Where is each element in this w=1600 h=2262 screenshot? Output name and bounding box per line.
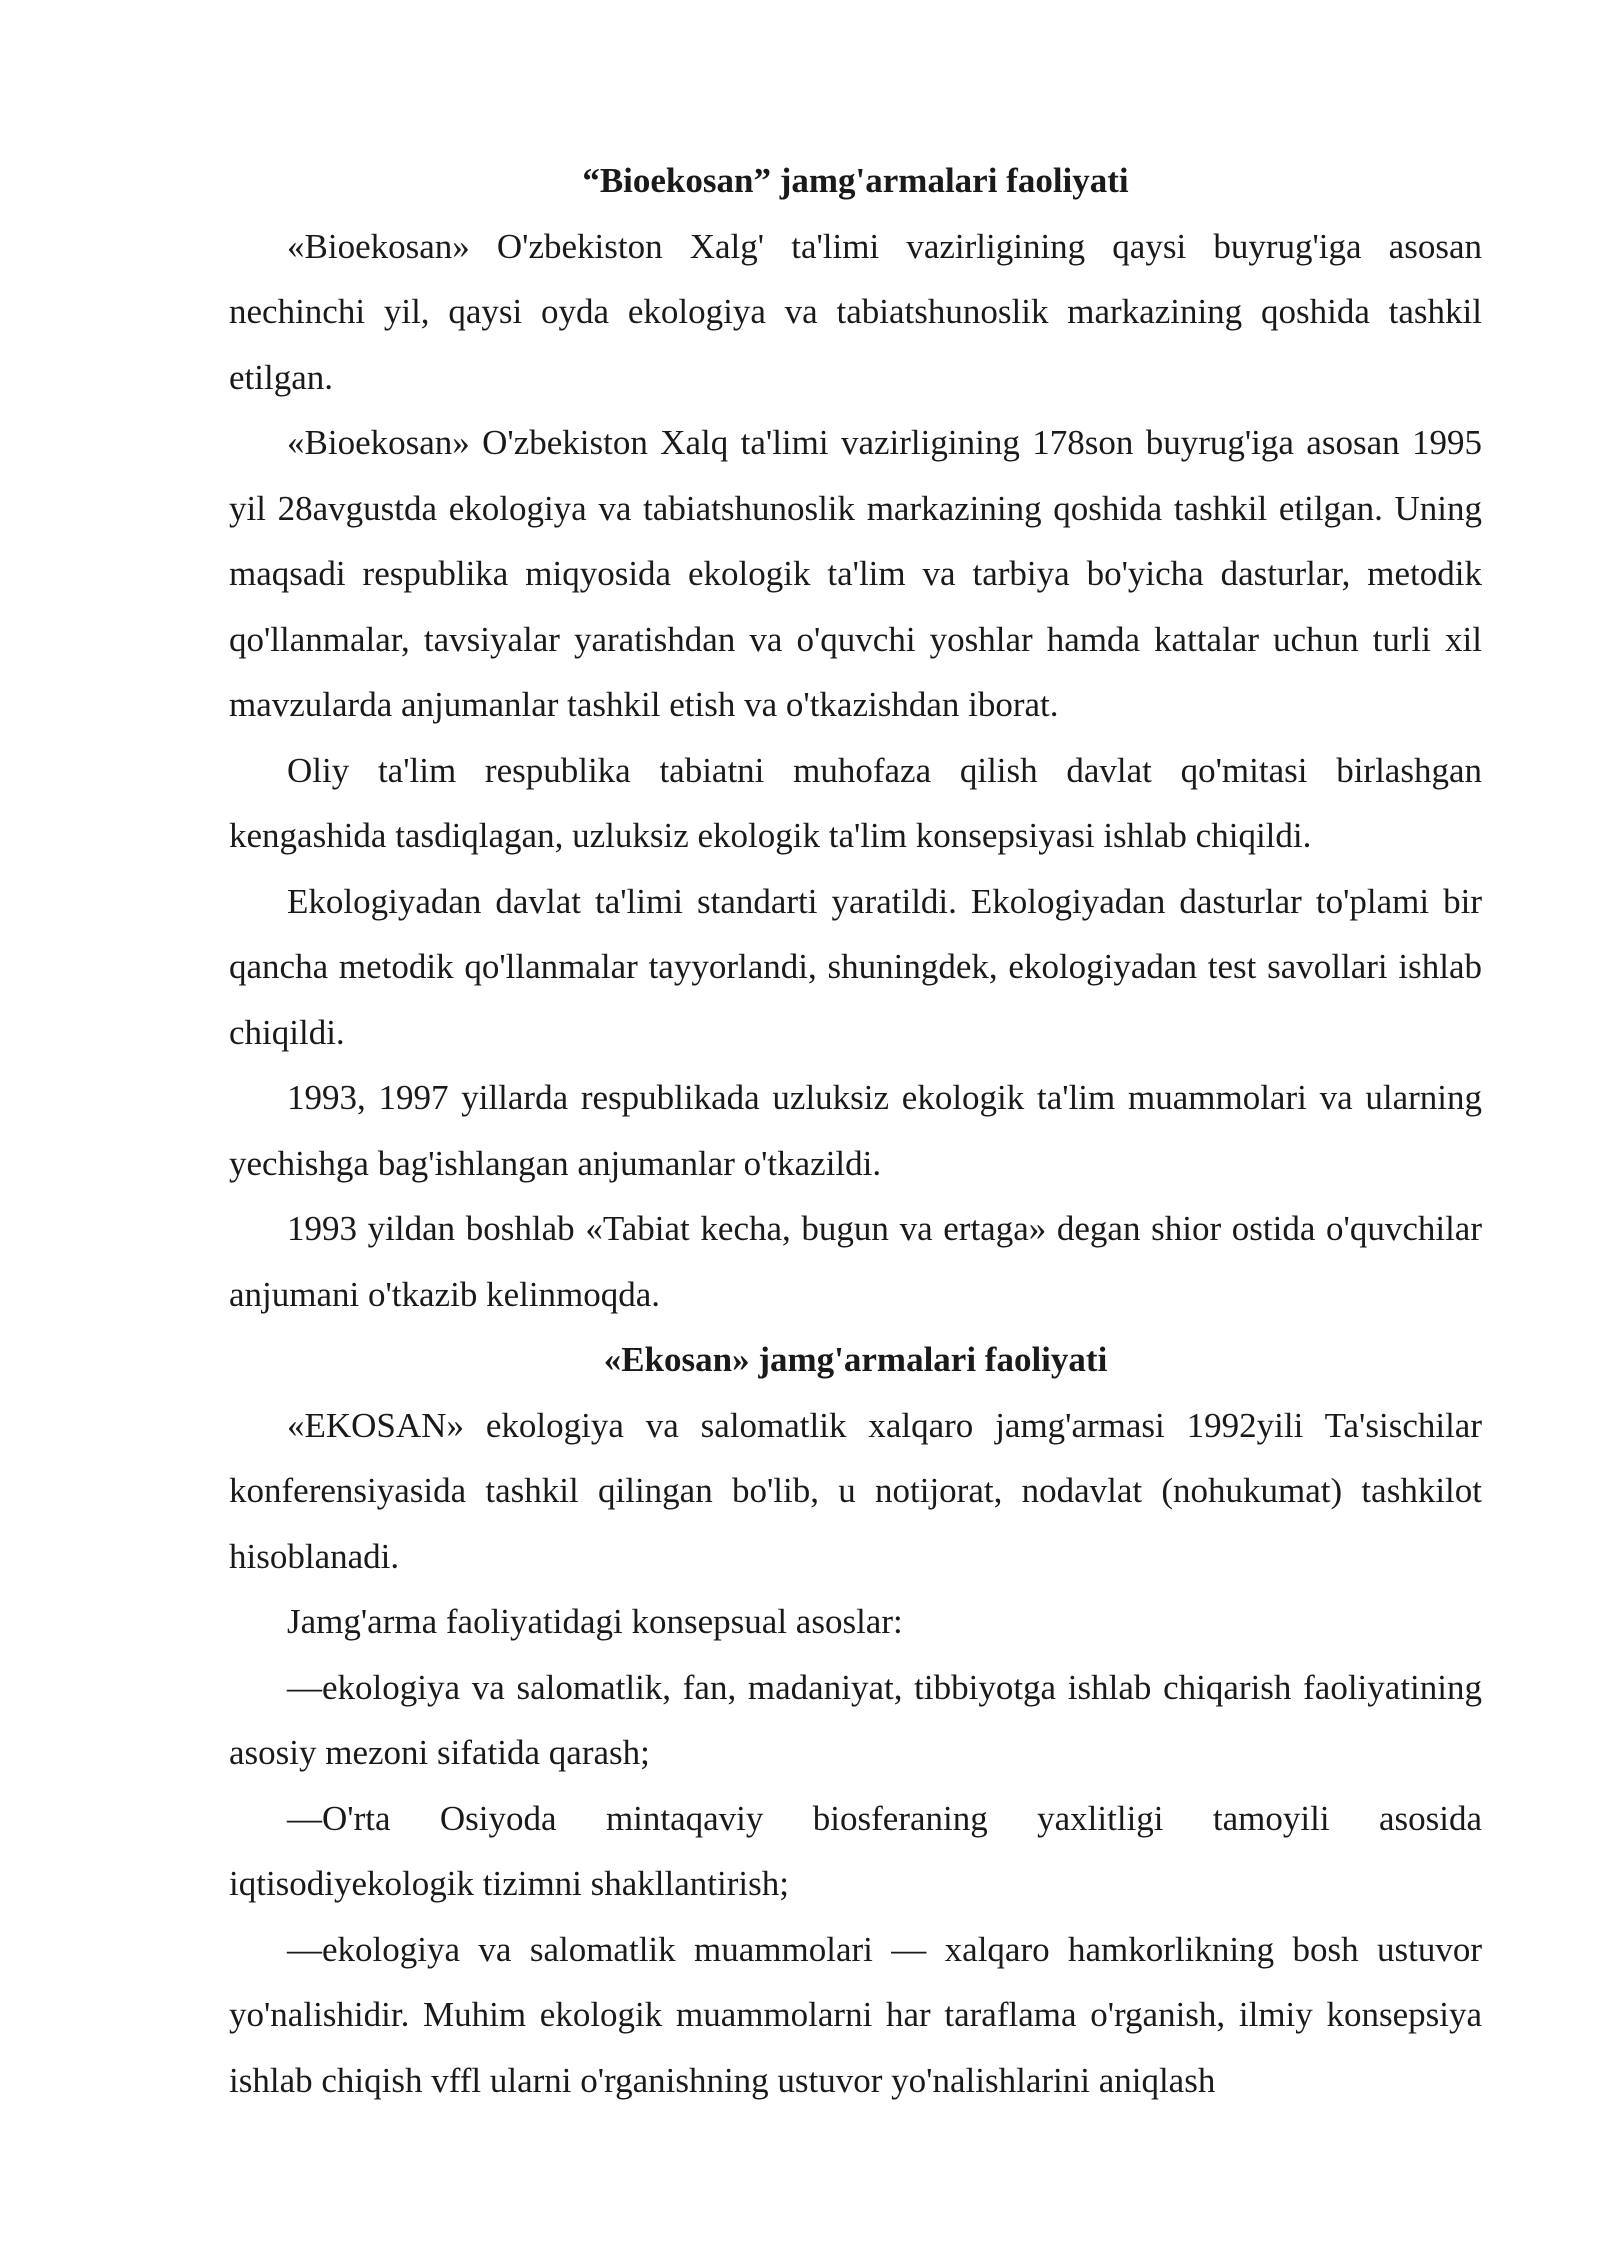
document-page — [229, 148, 1482, 2113]
paragraph: 1993 yildan boshlab «Tabiat kecha, bugun va ertaga» degan shior ostida o'quvchilar anjumani o'tkazib kelinmoqda. — [229, 1209, 1482, 1314]
paragraph: Ekologiyadan davlat ta'limi standarti yaratildi. Ekologiyadan dasturlar to'plami bir qancha metodik qo'llanmalar tayyorlandi, shuningdek, ekologiyadan test savollari ishlab chiqildi. — [229, 881, 1482, 1052]
section-title-ekosan: «Ekosan» jamg'armalari faoliyati — [603, 1340, 1108, 1379]
list-item: —O'rta Osiyoda mintaqaviy biosferaning yaxlitligi tamoyili asosida iqtisodiyekologik tizimni shakllantirish; — [229, 1798, 1482, 1903]
section-title-bioekosan: “Bioekosan” jamg'armalari faoliyati — [582, 161, 1129, 200]
list-item: —ekologiya va salomatlik, fan, madaniyat, tibbiyotga ishlab chiqarish faoliyatining asosiy mezoni sifatida qarash; — [229, 1667, 1482, 1772]
paragraph: «EKOSAN» ekologiya va salomatlik xalqaro jamg'armasi 1992yili Ta'sischilar konferensiyasida tashkil qilingan bo'lib, u notijorat, nodavlat (nohukumat) tashkilot hisoblanadi. — [229, 1405, 1482, 1576]
paragraph: «Bioekosan» O'zbekiston Xalq ta'limi vazirligining 178son buyrug'iga asosan 1995 yil 28avgustda ekologiya va tabiatshunoslik markazining qoshida tashkil etilgan. Uning maqsadi respublika miqyosida ekologik ta'lim va tarbiya bo'yicha dasturlar, metodik qo'llanmalar, tavsiyalar yaratishdan va o'quvchi yoshlar hamda kattalar uchun turli xil mavzularda anjumanlar tashkil etish va o'tkazishdan iborat. — [229, 423, 1482, 724]
list-item: —ekologiya va salomatlik muammolari — xalqaro hamkorlikning bosh ustuvor yo'nalishidir. Muhim ekologik muammolarni har taraflama o'rganish, ilmiy konsepsiya ishlab chiqish vffl ularni o'rganishning ustuvor yo'nalishlarini aniqlash — [229, 1929, 1482, 2100]
paragraph: «Bioekosan» O'zbekiston Xalg' ta'limi vazirligining qaysi buyrug'iga asosan nechinchi yil, qaysi oyda ekologiya va tabiatshunoslik markazining qoshida tashkil etilgan. — [229, 226, 1482, 397]
paragraph: Jamg'arma faoliyatidagi konsepsual asoslar: — [287, 1602, 903, 1641]
paragraph: Oliy ta'lim respublika tabiatni muhofaza qilish davlat qo'mitasi birlashgan kengashida tasdiqlagan, uzluksiz ekologik ta'lim konsepsiyasi ishlab chiqildi. — [229, 750, 1482, 855]
paragraph: 1993, 1997 yillarda respublikada uzluksiz ekologik ta'lim muammolari va ularning yechishga bag'ishlangan anjumanlar o'tkazildi. — [229, 1078, 1482, 1183]
